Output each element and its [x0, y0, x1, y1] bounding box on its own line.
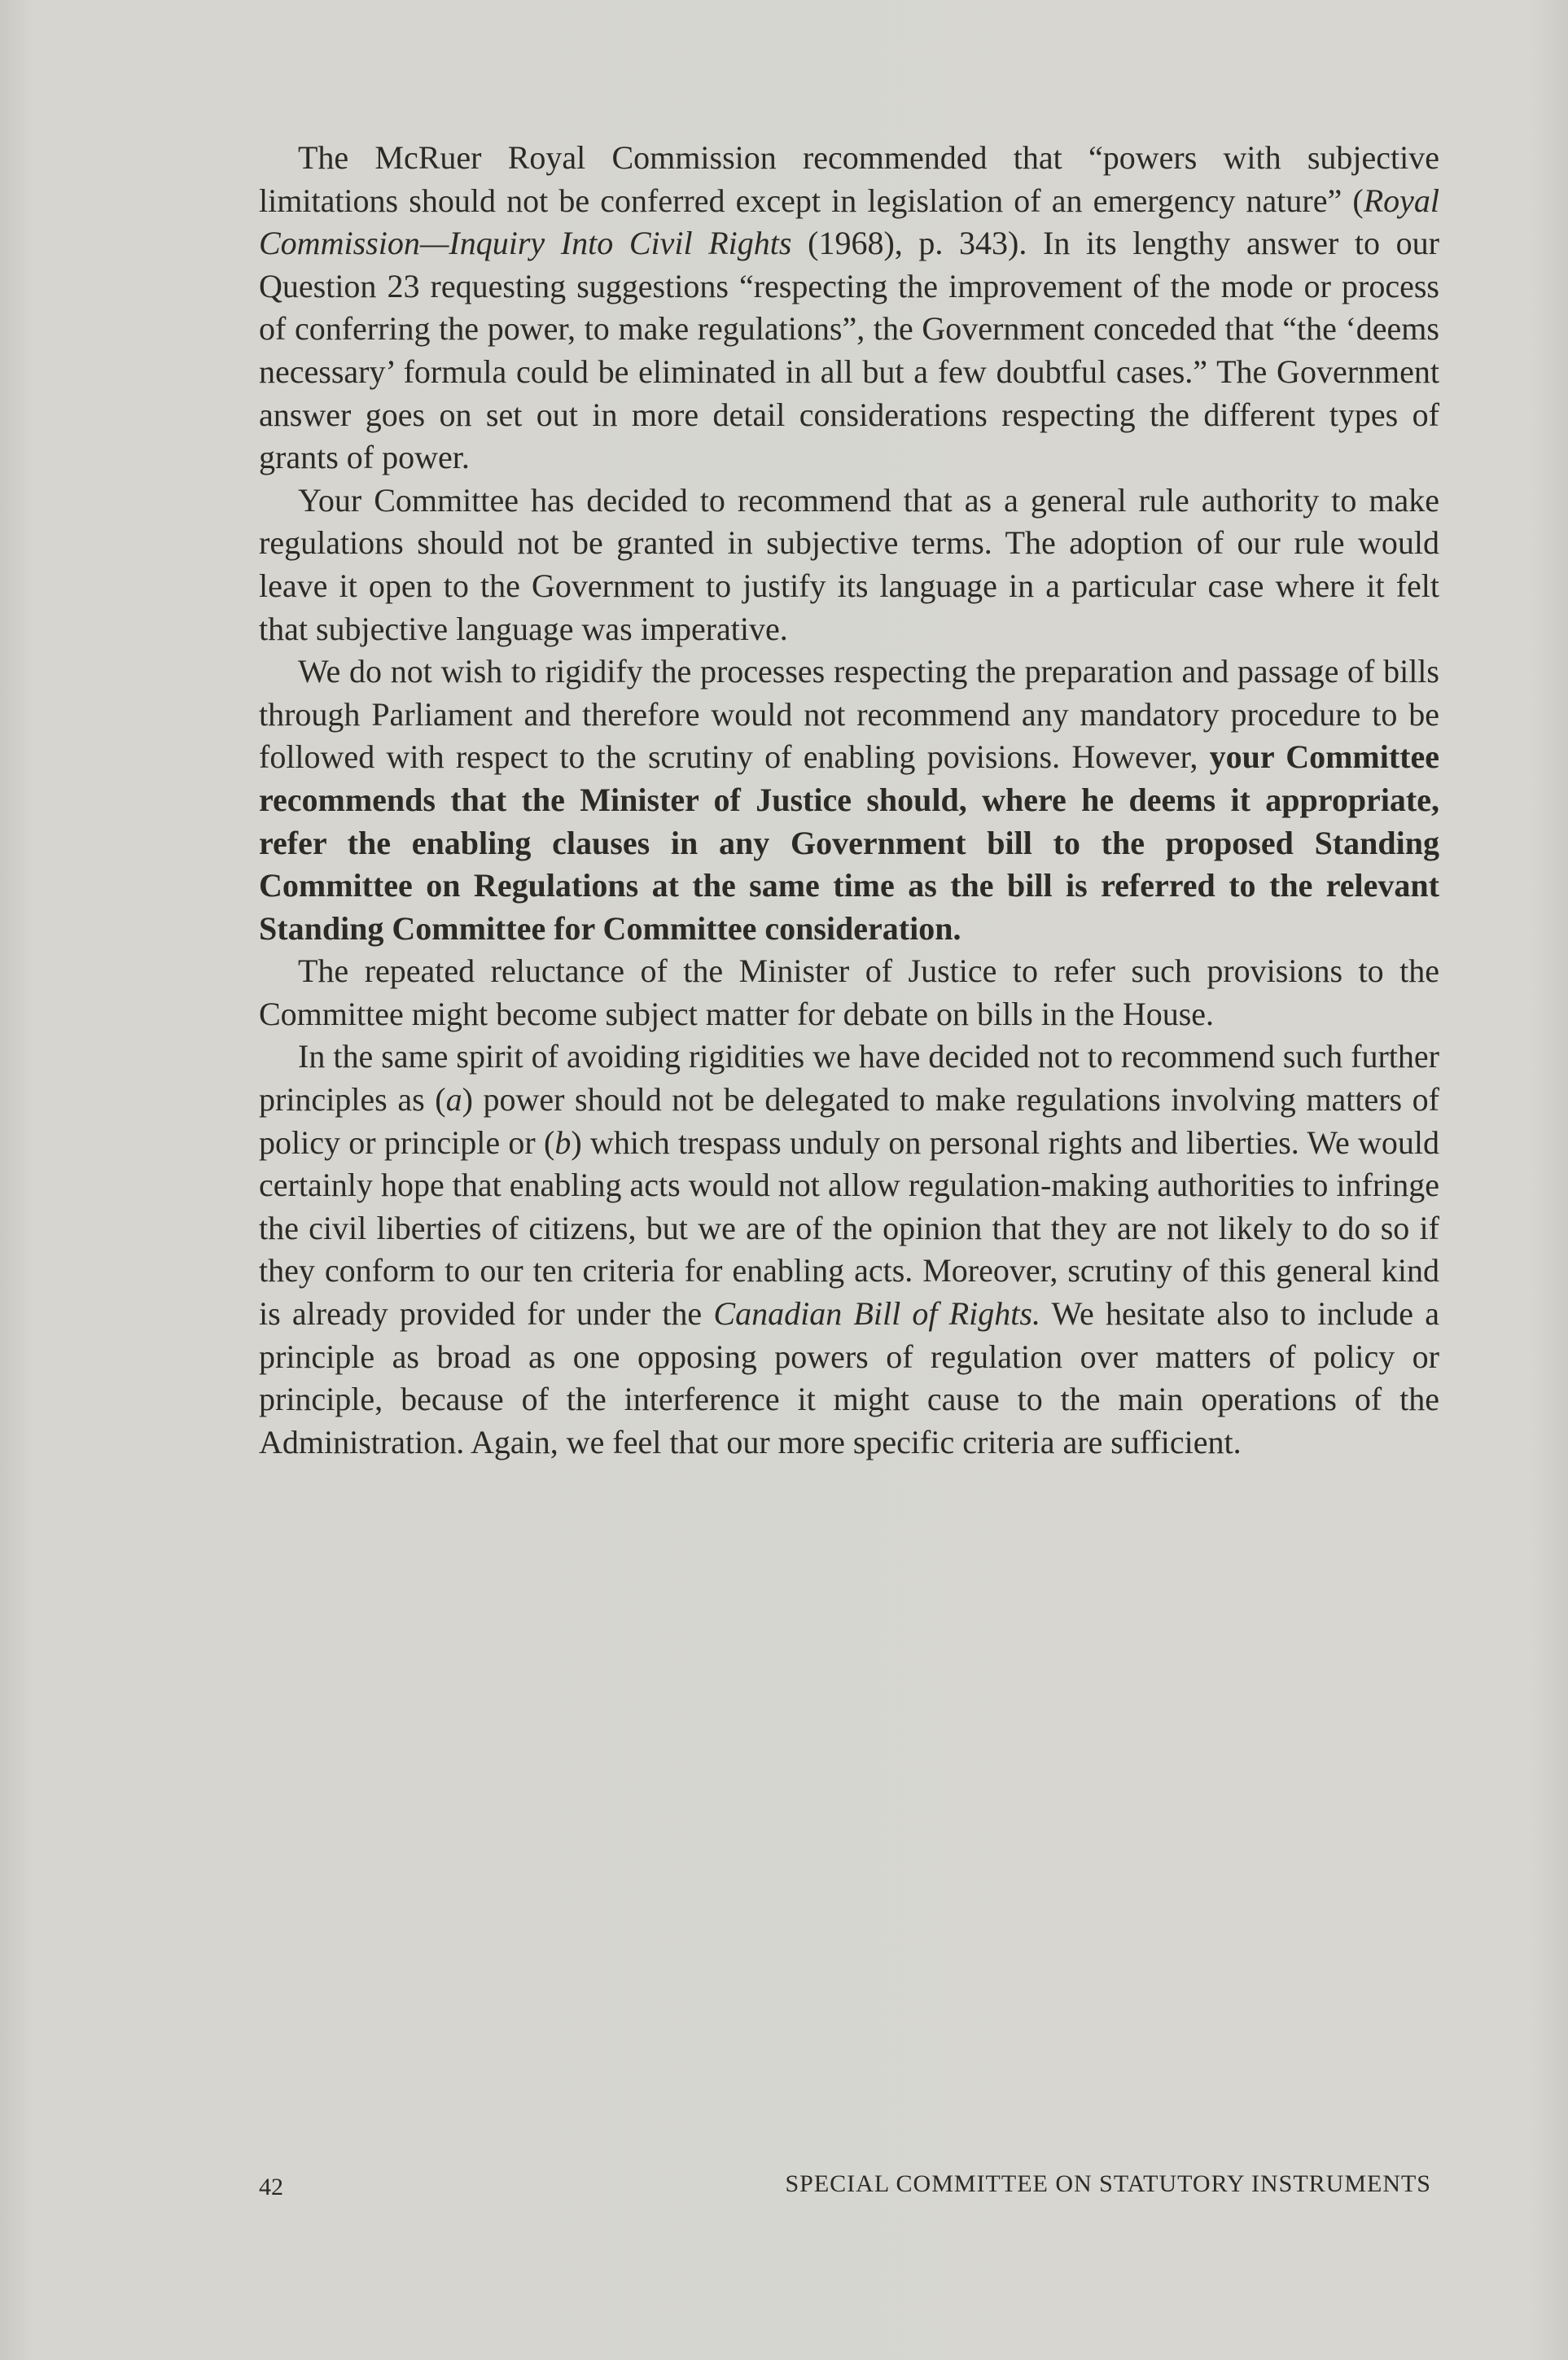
paragraph-minister-reluctance: The repeated reluctance of the Minister of Justice to refer such provisions to the Committee might become subject matter for debate on bills in the House. [259, 952, 1439, 1032]
text-run: ) power should not be delegated to make regulations involving matters of policy or principle or ( [259, 1081, 1440, 1161]
italic-letter: a [445, 1081, 462, 1119]
italic-citation: Royal Commission—Inquiry Into Civil Rights [259, 182, 1439, 262]
text-run: The McRuer Royal Commission recommended that “powers with subjective limitations should not be conferred except in legislation of an emergency nature” ( [259, 139, 1439, 219]
text-run: (1968), p. 343). In its lengthy answer to our Question 23 requesting suggestions “respecting the improvement of the mode or process of conferring the power, to make regulations”, the Government conceded that “the ‘deems necessary’ formula could be eliminated in all but a few doubtful cases.” The Government answer goes on set out in more detail considerations respecting the different types of grants of power. [259, 225, 1439, 476]
paragraph-mcruer-commission [259, 137, 1439, 479]
paragraph-recommendation [259, 650, 1439, 950]
text-run: ) which trespass unduly on personal rights and liberties. We would certainly hope that enabling acts would not allow regulation-making authorities to infringe the civil liberties of citizens, but we are of the opinion that they are not likely to do so if they conform to our ten criteria for enabling acts. Moreover, scrutiny of this general kind is already provided for under the [259, 1123, 1439, 1333]
text-run: We do not wish to rigidify the processes respecting the preparation and passage of bills through Parliament and therefore would not recommend any mandatory procedure to be followed with respect to the scrutiny of enabling povisions. However, [259, 653, 1439, 776]
bold-recommendation: your Committee recommends that the Minister of Justice should, where he deems it appropriate, refer the enabling clauses in any Government bill to the proposed Standing Committee on Regulations at the same time as the bill is referred to the relevant Standing Committee for Committee consideration. [259, 738, 1439, 947]
page-number: 42 [259, 2174, 283, 2200]
running-title: SPECIAL COMMITTEE ON STATUTORY INSTRUMENTS [785, 2170, 1431, 2197]
page-footer [259, 2167, 1431, 2206]
text-run: We hesitate also to include a principle as broad as one opposing powers of regulation over matters of policy or principle, because of the interference it might cause to the main operations of the Administration. Again, we feel that our more specific criteria are sufficient. [259, 1295, 1439, 1460]
text-run: In the same spirit of avoiding rigidities we have decided not to recommend such further principles as ( [259, 1038, 1439, 1119]
paragraph-avoiding-rigidities [259, 1036, 1439, 1464]
italic-letter: b [554, 1123, 572, 1161]
paragraph-subjective-terms: Your Committee has decided to recommend that as a general rule authority to make regulations should not be granted in subjective terms. The adoption of our rule would leave it open to the Government to justify its language in a particular case where it felt that subjective language was imperative. [259, 481, 1439, 647]
body-text [259, 137, 1439, 1464]
italic-citation: Canadian Bill of Rights. [713, 1295, 1040, 1333]
